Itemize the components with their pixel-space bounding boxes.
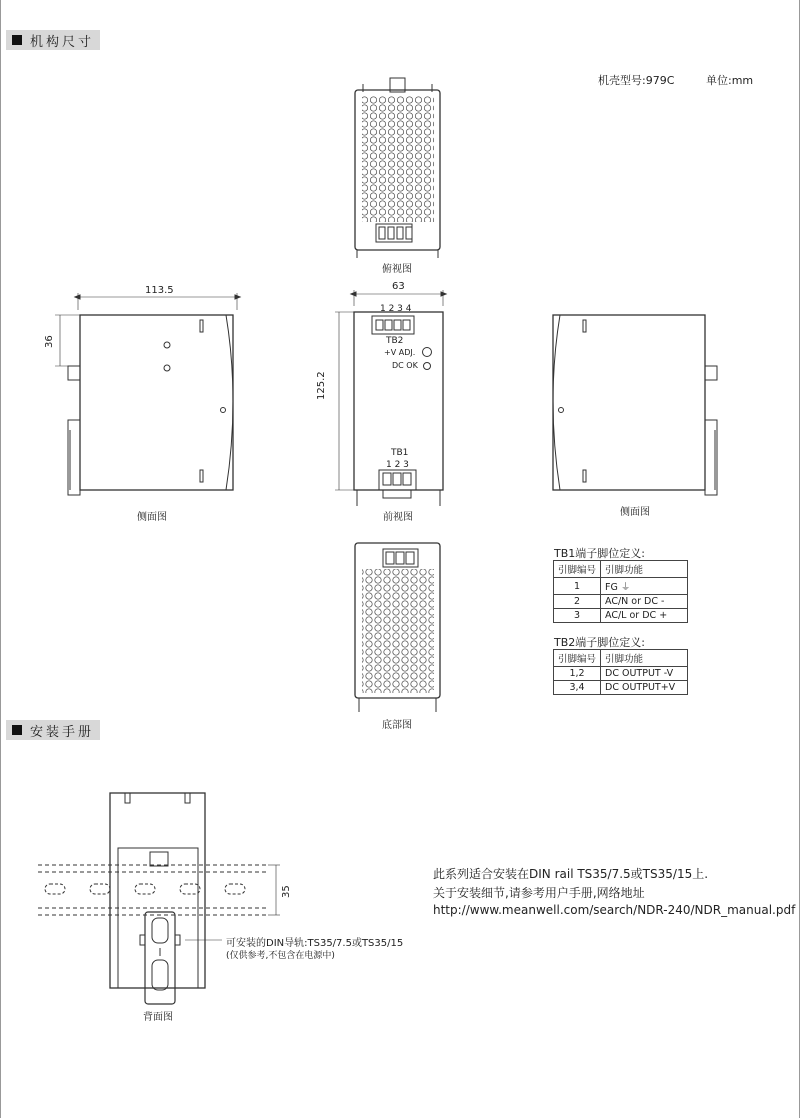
side-view-right [553,315,717,495]
table-row [554,681,688,695]
pin-number: 1 [554,578,601,595]
tb1-label: TB1 [391,448,409,458]
tb2-pin-table [553,649,688,695]
dimension-offset-side: 36 [44,335,55,348]
table-header-row [554,561,688,578]
unit-label: 单位:mm [706,74,754,87]
pin-function: AC/N or DC - [601,595,688,609]
tb1-pin-table [553,560,688,623]
table-row [554,595,688,609]
dimension-width-side: 113.5 [145,285,174,296]
back-view-label: 背面图 [143,1012,173,1023]
tb2-label: TB2 [386,336,404,346]
pin-number: 3 [554,609,601,623]
rail-note: 可安装的DIN导轨:TS35/7.5或TS35/15 [226,938,404,949]
column-header: 引脚编号 [554,650,601,667]
install-line-2: 关于安装细节,请参考用户手册,网络地址 [433,886,645,900]
install-line-1: 此系列适合安装在DIN rail TS35/7.5或TS35/15上. [433,867,709,881]
pin-number: 3,4 [554,681,601,695]
dcok-label: DC OK [392,361,418,370]
side-view-left [55,293,240,495]
tb2-table-title: TB2端子脚位定义: [554,636,645,649]
tb1-pin-numbers: 1 2 3 [386,460,409,470]
vadj-label: +V ADJ. [384,348,416,357]
tb1-table-title: TB1端子脚位定义: [554,547,645,560]
front-view [335,290,446,506]
front-view-label: 前视图 [383,512,413,523]
pin-function: DC OUTPUT+V [601,681,688,695]
dimension-height-front: 125.2 [316,371,327,400]
pin-function: AC/L or DC + [601,609,688,623]
bottom-view [355,543,440,712]
top-view [355,78,440,258]
section-title: 机构尺寸 [30,34,95,50]
section-header-installation [6,720,100,740]
back-view-din-rail [38,793,280,1004]
pin-function: FG ⏚ [601,578,688,595]
pin-number: 2 [554,595,601,609]
pin-function: DC OUTPUT -V [601,667,688,681]
side-view-left-label: 侧面图 [137,512,167,523]
case-number: 机壳型号:979C [598,74,675,87]
side-view-right-label: 侧面图 [620,507,650,518]
square-bullet-icon [12,725,22,735]
table-row [554,609,688,623]
dimension-rail-height: 35 [281,885,292,898]
column-header: 引脚功能 [601,561,688,578]
table-row [554,578,688,595]
dimension-width-front: 63 [392,281,405,292]
top-view-label: 俯视图 [382,264,412,275]
tb2-pin-numbers: 1 2 3 4 [380,304,412,314]
table-row [554,667,688,681]
pin-number: 1,2 [554,667,601,681]
manual-url-link[interactable]: http://www.meanwell.com/search/NDR-240/NDR_manual.pdf [433,903,796,917]
bottom-view-label: 底部图 [382,720,412,731]
column-header: 引脚编号 [554,561,601,578]
rail-note-reference: (仅供参考,不包含在电源中) [226,951,335,961]
table-header-row [554,650,688,667]
column-header: 引脚功能 [601,650,688,667]
section-title: 安装手册 [30,724,95,740]
